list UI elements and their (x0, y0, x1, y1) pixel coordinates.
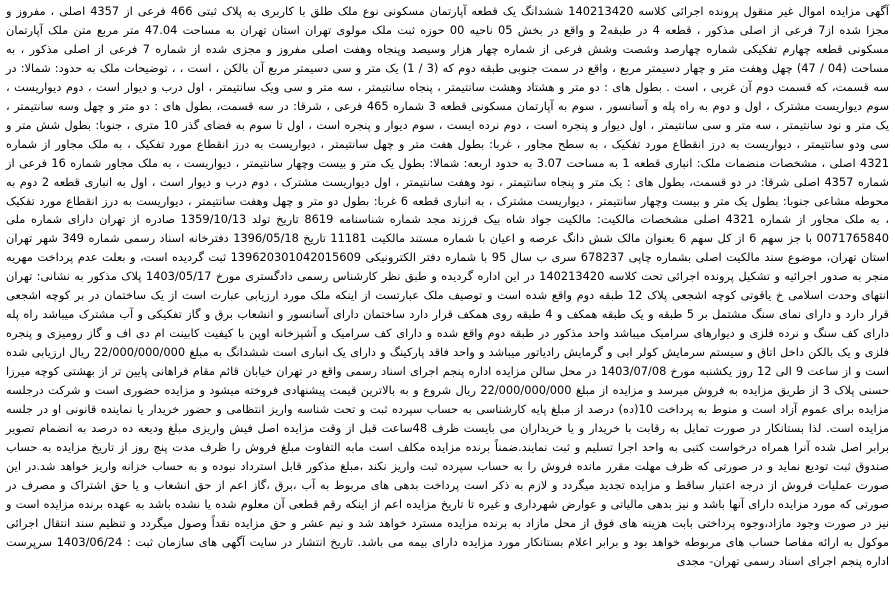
auction-notice-text: آگهی مزایده اموال غیر منقول پرونده اجرائی کلاسه 140213420 ششدانگ یک قطعه آپارتمان مسکونی نوع ملک طلق با کاربری به پلاک ثبتی 466 فرعی از 4357 اصلی ، مفروز و مجزا شده از7 فرعی از اصلی مذکور ، قطعه 4 در طبقه2 و واقع در بخش 05 ناحیه 00 حوزه ثبت ملک مولوی تهران استان تهران به مساحت 47.04 متر مربع متن ملک آپارتمان مسکونی قطعه چهارم تفکیکی شماره چهارصد وشصت وشش فرعی از شماره چهار هزار وسیصد وپنجاه وهفت اصلی مفروز و مجزی شده از شماره 7 فرعی از اصلی مذکور ، به مساحت (04 / 47) چهل وهفت متر و چهار دسیمتر مربع ، واقع در سمت جنوبی طبقه دوم که (3 / 1) یک متر و سی دسیمتر مربع آن بالکن ، است ، ، توضیحات ملک به حدود: شمالا: در سه قسمت، که قسمت دوم آن غربی ، است . بطول های : دو متر و هشتاد وهشت سانتیمتر ، پنجاه سانتیمتر ، سه متر و سی ویک سانتیمتر ، اول درب و دیوار است ، دوم دیواریست ، سوم دیواریست مشترک ، اول و دوم به راه پله و آسانسور ، سوم به آپارتمان مسکونی قطعه 3 شماره 465 فرعی ، شرقا: در سه قسمت، بطول های : دو متر و چهل وسه سانتیمتر ، یک متر و نود سانتیمتر ، سه متر و سی سانتیمتر ، اول دیوار و پنجره است ، دوم نرده ایست ، سوم دیوار و پنجره است ، اول تا سوم به فضای گذر 10 متری ، جنوبا: بطول شش متر و سی ودو سانتیمتر ، دیواریست به درز انقطاع مورد تفکیک ، به سطح مجاور ، غربا: بطول هفت متر و چهل سانتیمتر ، دیواریست به درز انقطاع مورد تفکیک ، به ملک مجاور از شماره 4321 اصلی ، مشخصات منضمات ملک: انباری قطعه 1 به مساحت 3.07 به حدود اربعه: شمالا: بطول یک متر و بیست وچهار سانتیمتر ، دیواریست ، به ملک مجاور شماره 16 فرعی از شماره 4357 اصلی شرقا: در دو قسمت، بطول های : یک متر و پنجاه سانتیمتر ، نود وهفت سانتیمتر ، اول دیواریست مشترک ، دوم درب و دیوار است ، اول به انباری قطعه 2 دوم به محوطه مشاعی جنوبا: بطول یک متر و بیست وچهار سانتیمتر ، دیواریست مشترک ، به انباری قطعه 6 غربا: بطول دو متر و چهل وهفت سانتیمتر ، دیواریست به درز انقطاع مورد تفکیک ، به ملک مجاور از شماره 4321 اصلی مشخصات مالکیت: مالکیت جواد شاه بیک فرزند مجد شماره شناسنامه 8619 تاریخ تولد 1359/10/13 صادره از تهران دارای شماره ملی 0071765840 با جز سهم 6 از کل سهم 6 بعنوان مالک شش دانگ عرصه و اعیان با شماره مستند مالکیت 11181 تاریخ 1396/05/18 دفترخانه اسناد رسمی شماره 349 شهر تهران استان تهران، موضوع سند مالکیت اصلی بشماره چاپی 678237 سری ب سال 95 با شماره دفتر الکترونیکی 139620301042015609 ثبت گردیده است، و بعلت عدم پرداخت مهریه منجر به صدور اجرائیه و تشکیل پرونده اجرائی تحت کلاسه 140213420 در این اداره گردیده و طبق نظر کارشناس رسمی دادگستری مورخ 1403/05/17 پلاک مذکور به نشانی: تهران انتهای وحدت اسلامی خ یاقوتی کوچه اشجعی پلاک 12 طبقه دوم واقع شده است و توصیف ملک عبارتست از اینکه ملک مورد ارزیابی عبارت است از یک ساختمان در بر کوچه اشجعی قرار دارد و دارای نمای سنگ مشتمل بر 5 طبقه و یک طبقه همکف و 4 طبقه روی همکف قرار دارد ساختمان دارای آسانسور و انشعاب برق و گاز تفکیکی و آب مشترک میباشد راه پله دارای کف سنگ و نرده فلزی و دیوارهای سرامیک میباشد واحد مذکور در طبقه دوم واقع شده و دارای کف سرامیک و آشپزخانه اوپن با کیفیت کابینت ام دی اف و گاز رومیزی و پنجره فلزی و یک بالکن داخل اتاق و سیستم سرمایش کولر ابی و گرمایش رادیاتور میباشد و واحد فاقد پارکینگ و دارای یک انباری است ششدانگ به مبلغ 22/000/000/000 ریال ارزیابی شده است و از ساعت 9 الی 12 روز یکشنبه مورخ 1403/07/08 در محل سالن مزایده اداره پنجم اجرای اسناد رسمی واقع در تهران خیابان قائم مقام فراهانی پایین تر از بهشتی کوچه میرزا حسنی پلاک 3 از طریق مزایده به فروش میرسد و مزایده از مبلغ 22/000/000/000 ریال شروع و به بالاترین قیمت پیشنهادی فروخته میشود و مزایده حضوری است و شرکت درجلسه مزایده برای عموم آزاد است و منوط به پرداخت 10(ده) درصد از مبلغ پایه کارشناسی به حساب سپرده ثبت و تحت شناسه واریز انتظامی و حضور خریدار یا نماینده قانونی او در جلسه مزایده است. لذا بستانکار در صورت تمایل به رقابت با خریدار و یا خریداران می بایست ظرف 48ساعت قبل از وقت مزایده اصل فیش واریزی مبلغ ودیعه ده درصد به انضمام تصویر برابر اصل شده آنرا همراه درخواست کتبی به واحد اجرا تسلیم و ثبت نمایند.ضمناً برنده مزایده مکلف است مابه التفاوت مبلغ فروش را ظرف مدت پنج روز از تاریخ مزایده به حساب صندوق ثبت تودیع نماید و در صورتی که ظرف مهلت مقرر مانده فروش را به حساب سپرده ثبت واریز نکند ،مبلغ مذکور قابل استرداد نبوده و به حساب خزانه واریز خواهد شد.در این صورت عملیات فروش از درجه اعتبار ساقط و مزایده تجدید میگردد و لازم به ذکر است پرداخت بدهی های مربوط به آب ،برق ،گاز اعم از حق انشعاب و یا حق اشتراک و مصرف در صورتی که مورد مزایده دارای آنها باشد و نیز بدهی مالیاتی و عوارض شهرداری و غیره تا تاریخ مزایده اعم از اینکه رقم قطعی آن معلوم شده یا نشده باشد به عهده برنده مزایده است و نیز در صورت وجود مازاد،وجوه پرداختی بابت هزینه های فوق از محل مازاد به برنده مزایده مسترد خواهد شد و نیم عشر و حق مزایده نقداً وصول میگردد و تنظیم سند انتقال اجرائی موکول به ارائه مفاصا حساب های مربوطه خواهد بود و برابر اعلام بستانکار مورد مزایده دارای بیمه می باشد. تاریخ انتشار در سایت آگهی های سازمان ثبت : 1403/06/24 سرپرست اداره پنجم اجرای اسناد رسمی تهران- مجدی (6, 4, 890, 568)
